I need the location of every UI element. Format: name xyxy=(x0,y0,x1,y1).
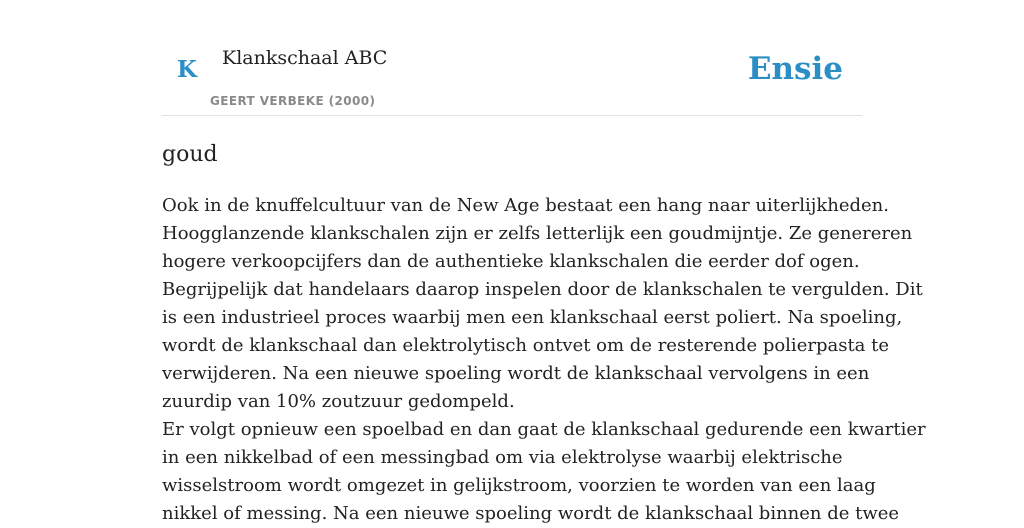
entry-body-line: wisselstroom wordt omgezet in gelijkstroom, voorzien te worden van een laag xyxy=(162,475,876,496)
entry-body-line: nikkel of messing. Na een nieuwe spoeling wordt de klankschaal binnen de twee xyxy=(162,503,900,524)
entry-body-line: in een nikkelbad of een messingbad om via elektrolyse waarbij elektrische xyxy=(162,447,843,468)
book-header xyxy=(162,0,862,116)
entry-body-line: Begrijpelijk dat handelaars daarop inspelen door de klankschalen te vergulden. Dit xyxy=(162,279,923,300)
entry-title: goud xyxy=(162,142,218,167)
entry-body-line: wordt de klankschaal dan elektrolytisch ontvet om de resterende polierpasta te xyxy=(162,335,890,356)
ensie-logo[interactable]: Ensie xyxy=(747,51,843,87)
entry-body xyxy=(162,192,926,528)
entry-body-line: is een industrieel proces waarbij men een klankschaal eerst poliert. Na spoeling, xyxy=(162,307,903,328)
book-author: GEERT VERBEKE (2000) xyxy=(210,94,376,108)
entry-body-line: verwijderen. Na een nieuwe spoeling wordt de klankschaal vervolgens in een xyxy=(162,363,870,384)
entry-body-line: zuurdip van 10% zoutzuur gedompeld. xyxy=(162,391,515,412)
book-title[interactable]: Klankschaal ABC xyxy=(222,47,388,69)
entry-body-line: Ook in de knuffelcultuur van de New Age bestaat een hang naar uiterlijkheden. xyxy=(162,195,889,216)
entry-body-line: Er volgt opnieuw een spoelbad en dan gaat de klankschaal gedurende een kwartier xyxy=(162,419,926,440)
entry-body-line: Hooggla​nzende klankschalen zijn er zelfs letterlijk een goudmijntje. Ze genereren xyxy=(162,223,913,244)
entry-body-line: hogere verkoopcijfers dan de authentieke klankschalen die eerder dof ogen. xyxy=(162,251,860,272)
book-initial-logo[interactable]: K xyxy=(177,56,197,83)
